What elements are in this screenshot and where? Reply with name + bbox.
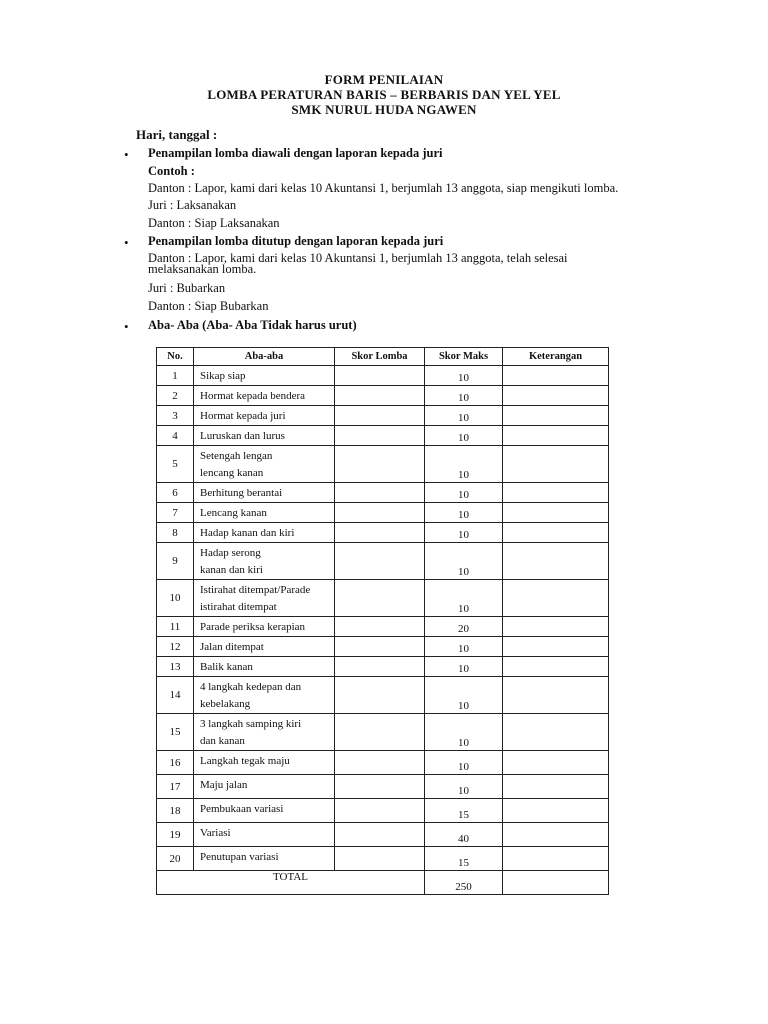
- row-number: 3: [157, 406, 194, 426]
- command-text: 3 langkah samping kiri: [200, 718, 302, 730]
- command-text: Maju jalan: [200, 779, 248, 791]
- table-row: [157, 617, 609, 637]
- score-cell[interactable]: [335, 677, 425, 714]
- score-cell[interactable]: [335, 366, 425, 386]
- row-number: 6: [157, 483, 194, 503]
- command-cell: [194, 426, 335, 446]
- score-cell[interactable]: [335, 847, 425, 871]
- table-row: [157, 751, 609, 775]
- max-score-cell: 10: [425, 386, 503, 406]
- command-cell: [194, 637, 335, 657]
- command-text: Luruskan dan lurus: [200, 430, 285, 442]
- command-cell: [194, 503, 335, 523]
- notes-cell[interactable]: [503, 483, 609, 503]
- bullet-opening: Penampilan lomba diawali dengan laporan kepada juri: [148, 146, 443, 160]
- table-row: [157, 823, 609, 847]
- notes-cell[interactable]: [503, 799, 609, 823]
- score-cell[interactable]: [335, 799, 425, 823]
- table-row: [157, 799, 609, 823]
- command-text-continued: kebelakang: [200, 698, 251, 710]
- command-text: Hormat kepada bendera: [200, 390, 306, 402]
- example-line-3: Danton : Siap Laksanakan: [148, 216, 280, 230]
- command-cell: [194, 677, 335, 714]
- score-cell[interactable]: [335, 386, 425, 406]
- command-text-continued: lencang kanan: [200, 467, 264, 479]
- score-cell[interactable]: [335, 637, 425, 657]
- table-row: [157, 580, 609, 617]
- header-skor-maks: Skor Maks: [425, 348, 503, 366]
- command-cell: [194, 775, 335, 799]
- total-notes-cell[interactable]: [503, 871, 609, 895]
- score-cell[interactable]: [335, 406, 425, 426]
- command-text: Setengah lengan: [200, 450, 273, 462]
- notes-cell[interactable]: [503, 406, 609, 426]
- notes-cell[interactable]: [503, 714, 609, 751]
- command-text: Langkah tegak maju: [200, 755, 290, 767]
- max-score-cell: 10: [425, 637, 503, 657]
- score-cell[interactable]: [335, 426, 425, 446]
- notes-cell[interactable]: [503, 775, 609, 799]
- total-value: 250: [425, 871, 503, 895]
- command-text: Hadap kanan dan kiri: [200, 527, 295, 539]
- command-text-continued: kanan dan kiri: [200, 564, 263, 576]
- row-number: 19: [157, 823, 194, 847]
- command-text: Parade periksa kerapian: [200, 621, 306, 633]
- max-score-cell: 10: [425, 775, 503, 799]
- table-row: [157, 446, 609, 483]
- table-row: [157, 406, 609, 426]
- notes-cell[interactable]: [503, 847, 609, 871]
- row-number: 20: [157, 847, 194, 871]
- header-aba-aba: Aba-aba: [194, 348, 335, 366]
- row-number: 9: [157, 543, 194, 580]
- row-number: 13: [157, 657, 194, 677]
- command-cell: [194, 523, 335, 543]
- notes-cell[interactable]: [503, 366, 609, 386]
- row-number: 15: [157, 714, 194, 751]
- command-text: Pembukaan variasi: [200, 803, 284, 815]
- table-row: [157, 483, 609, 503]
- command-cell: [194, 751, 335, 775]
- score-cell[interactable]: [335, 714, 425, 751]
- notes-cell[interactable]: [503, 580, 609, 617]
- example-line-2: Juri : Laksanakan: [148, 198, 237, 212]
- notes-cell[interactable]: [503, 543, 609, 580]
- command-cell: [194, 823, 335, 847]
- row-number: 5: [157, 446, 194, 483]
- max-score-cell: 10: [425, 751, 503, 775]
- table-row: [157, 386, 609, 406]
- max-score-cell: 10: [425, 523, 503, 543]
- command-cell: [194, 847, 335, 871]
- table-row: [157, 366, 609, 386]
- score-cell[interactable]: [335, 523, 425, 543]
- command-text: Balik kanan: [200, 661, 253, 673]
- total-label: TOTAL: [157, 871, 425, 895]
- table-row: [157, 543, 609, 580]
- row-number: 8: [157, 523, 194, 543]
- score-cell[interactable]: [335, 657, 425, 677]
- score-cell[interactable]: [335, 483, 425, 503]
- date-label: Hari, tanggal :: [136, 127, 218, 142]
- command-text: Sikap siap: [200, 370, 246, 382]
- row-number: 11: [157, 617, 194, 637]
- max-score-cell: 10: [425, 503, 503, 523]
- form-title: FORM PENILAIAN: [324, 72, 444, 87]
- command-text: Lencang kanan: [200, 507, 267, 519]
- command-cell: [194, 483, 335, 503]
- command-text-continued: istirahat ditempat: [200, 601, 277, 613]
- school-name: SMK NURUL HUDA NGAWEN: [291, 102, 477, 117]
- max-score-cell: 20: [425, 617, 503, 637]
- command-text: Jalan ditempat: [200, 641, 264, 653]
- command-cell: [194, 714, 335, 751]
- bullet-icon: •: [124, 147, 129, 162]
- score-cell[interactable]: [335, 543, 425, 580]
- command-text: Hadap serong: [200, 547, 261, 559]
- competition-title: LOMBA PERATURAN BARIS – BERBARIS DAN YEL YEL: [207, 87, 561, 102]
- closing-line-2: Juri : Bubarkan: [148, 281, 226, 295]
- score-table: [156, 347, 609, 895]
- max-score-cell: 10: [425, 406, 503, 426]
- row-number: 17: [157, 775, 194, 799]
- notes-cell[interactable]: [503, 426, 609, 446]
- example-line-1: Danton : Lapor, kami dari kelas 10 Akuntansi 1, berjumlah 13 anggota, siap mengikuti lomba.: [148, 181, 619, 195]
- notes-cell[interactable]: [503, 637, 609, 657]
- notes-cell[interactable]: [503, 677, 609, 714]
- score-cell[interactable]: [335, 503, 425, 523]
- row-number: 1: [157, 366, 194, 386]
- table-header-row: [157, 348, 609, 366]
- max-score-cell: 40: [425, 823, 503, 847]
- example-label: Contoh :: [148, 164, 195, 178]
- score-cell[interactable]: [335, 617, 425, 637]
- notes-cell[interactable]: [503, 823, 609, 847]
- score-cell[interactable]: [335, 751, 425, 775]
- bullet-icon: •: [124, 319, 129, 334]
- table-row: [157, 677, 609, 714]
- notes-cell[interactable]: [503, 503, 609, 523]
- bullet-closing: Penampilan lomba ditutup dengan laporan kepada juri: [148, 234, 444, 248]
- max-score-cell: 10: [425, 580, 503, 617]
- command-text-continued: dan kanan: [200, 735, 245, 747]
- command-text: Penutupan variasi: [200, 851, 279, 863]
- row-number: 7: [157, 503, 194, 523]
- row-number: 2: [157, 386, 194, 406]
- notes-cell[interactable]: [503, 523, 609, 543]
- max-score-cell: 15: [425, 799, 503, 823]
- command-text: Hormat kepada juri: [200, 410, 286, 422]
- command-cell: [194, 617, 335, 637]
- table-row: [157, 657, 609, 677]
- command-cell: [194, 406, 335, 426]
- row-number: 10: [157, 580, 194, 617]
- table-row: [157, 523, 609, 543]
- header-keterangan: Keterangan: [503, 348, 609, 366]
- command-cell: [194, 543, 335, 580]
- max-score-cell: 10: [425, 543, 503, 580]
- command-text: 4 langkah kedepan dan: [200, 681, 302, 693]
- max-score-cell: 10: [425, 677, 503, 714]
- command-text: Berhitung berantai: [200, 487, 283, 499]
- notes-cell[interactable]: [503, 386, 609, 406]
- row-number: 14: [157, 677, 194, 714]
- max-score-cell: 10: [425, 483, 503, 503]
- score-cell[interactable]: [335, 775, 425, 799]
- notes-cell[interactable]: [503, 617, 609, 637]
- closing-line-3: Danton : Siap Bubarkan: [148, 299, 269, 313]
- notes-cell[interactable]: [503, 446, 609, 483]
- command-cell: [194, 366, 335, 386]
- notes-cell[interactable]: [503, 751, 609, 775]
- table-row: [157, 775, 609, 799]
- table-row: [157, 637, 609, 657]
- table-row: [157, 847, 609, 871]
- table-row: [157, 503, 609, 523]
- score-cell[interactable]: [335, 823, 425, 847]
- max-score-cell: 10: [425, 366, 503, 386]
- score-cell[interactable]: [335, 580, 425, 617]
- notes-cell[interactable]: [503, 657, 609, 677]
- command-cell: [194, 386, 335, 406]
- command-cell: [194, 799, 335, 823]
- max-score-cell: 10: [425, 657, 503, 677]
- max-score-cell: 10: [425, 426, 503, 446]
- table-row: [157, 426, 609, 446]
- command-text: Variasi: [200, 827, 231, 839]
- table-row: [157, 714, 609, 751]
- command-text: Istirahat ditempat/Parade: [200, 584, 311, 596]
- row-number: 4: [157, 426, 194, 446]
- row-number: 18: [157, 799, 194, 823]
- row-number: 12: [157, 637, 194, 657]
- header-skor-lomba: Skor Lomba: [335, 348, 425, 366]
- max-score-cell: 10: [425, 714, 503, 751]
- row-number: 16: [157, 751, 194, 775]
- max-score-cell: 15: [425, 847, 503, 871]
- bullet-commands: Aba- Aba (Aba- Aba Tidak harus urut): [148, 318, 357, 332]
- max-score-cell: 10: [425, 446, 503, 483]
- command-cell: [194, 657, 335, 677]
- score-cell[interactable]: [335, 446, 425, 483]
- command-cell: [194, 580, 335, 617]
- command-cell: [194, 446, 335, 483]
- header-no: No.: [157, 348, 194, 366]
- bullet-icon: •: [124, 235, 129, 250]
- closing-line-1: Danton : Lapor, kami dari kelas 10 Akuntansi 1, berjumlah 13 anggota, telah selesai melaksanakan lomba.: [148, 251, 568, 276]
- total-row: [157, 871, 609, 895]
